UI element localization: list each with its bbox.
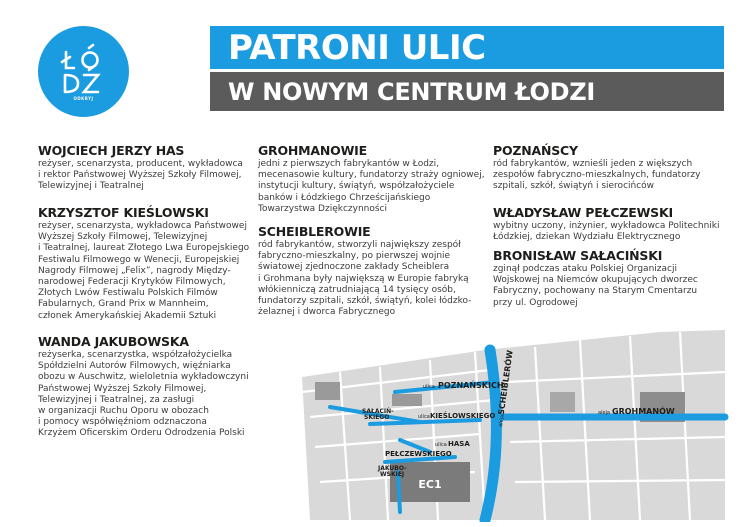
patron-description: wybitny uczony, inżynier, wykładowca Politechniki Łódzkiej, dziekan Wydziału Elektrycznego [493,221,720,243]
label-grohmanow-prefix: aleja [598,410,610,416]
patron-salacinski [493,248,733,309]
patron-name: WŁADYSŁAW PEŁCZEWSKI [493,205,673,220]
lodz-logo-mark [38,26,129,117]
label-grohmanow: GROHMANÓW [612,407,675,416]
label-salacinskiego: SAŁACIŃ-SKIEGO [362,408,394,421]
patron-name: GROHMANOWIE [258,143,367,158]
patron-description: jedni z pierwszych fabrykantów w Łodzi, mecenasowie kultury, fundatorzy straży ogniowej, instytucji kultury, świątyń, współzałożyciele banków i Łódzkiego Chrześcijańskiego Towarzystwa Dziękczynności [258,159,485,214]
label-scheiblerow-prefix: aleja [498,414,506,428]
label-poznanskich: POZNAŃSKICH [438,381,504,390]
patron-pelczewski [493,205,733,243]
label-pelczewskiego: PEŁCZEWSKIEGO [385,450,452,458]
patron-jakubowska [38,334,273,440]
patron-description: zginął podczas ataku Polskiej Organizacji Wojskowej na Niemców okupujących dworzec Fabryczny, pochowany na Starym Cmentarzu przy ul. Ogrodowej [493,264,698,308]
label-kieslowskiego-prefix: ulica [418,414,430,420]
page-title: PATRONI ULIC [228,28,486,68]
lodz-logo [38,26,129,117]
patron-scheibler [258,224,498,318]
label-hasa-prefix: ulica [435,442,447,448]
title-banner [210,26,724,69]
logo-caption: ODKRYJ [73,96,94,101]
patron-kieslowski [38,205,273,322]
patron-description: reżyser, scenarzysta, producent, wykładowca i rektor Państwowej Wyższej Szkoły Filmowej, Telewizyjnej i Teatralnej [38,159,243,192]
map-block [550,392,575,412]
subtitle-banner [210,72,724,111]
map-block [315,382,340,400]
label-kieslowskiego: KIEŚLOWSKIEGO [430,412,496,420]
patron-name: POZNAŃSCY [493,143,578,158]
label-jakubowskiej: JAKUBO-WSKIEJ [378,465,407,478]
map-block [392,394,422,406]
patron-name: WANDA JAKUBOWSKA [38,334,189,349]
label-poznanskich-prefix: ulica [423,384,435,390]
patron-name: WOJCIECH JERZY HAS [38,143,185,158]
patron-grohman [258,143,498,215]
patron-description: reżyser, scenarzysta, wykładowca Państwowej Wyższej Szkoły Filmowej, Telewizyjnej i Teatralnej, laureat Złotego Lwa Europejskiego Festiwalu Filmowego w Wenecji, Europejskiej Nagrody Filmowej „Felix”, nagrody Między- narodowej Federacji Krytyków Filmowych, Złotych Lwów Festiwalu Polskich Filmów Fabularnych, Grand Prix w Mannheim, członek Amerykańskiej Akademii Sztuki [38,221,250,321]
label-ec1: EC1 [418,478,442,491]
label-hasa: HASA [448,440,470,448]
patron-description: reżyserka, scenarzystka, współzałożycielka Spółdzielni Autorów Filmowych, więźniarka obozu w Auschwitz, wieloletnia wykładowczyni Państwowej Wyższej Szkoły Filmowej, Telewizyjnej i Teatralnej, za zasługi w organizacji Ruchu Oporu w obozach i pomocy współwięźniom odznaczona Krzyżem Oficerskim Orderu Odrodzenia Polski [38,350,249,439]
patron-description: ród fabrykantów, wznieśli jeden z większych zespołów fabryczno-mieszkalnych, fundatorzy szpitali, szkół, świątyń i sierocińców [493,159,701,192]
patron-has [38,143,273,193]
label-scheiblerow: SCHEIBLERÓW [496,349,515,416]
page-subtitle: W NOWYM CENTRUM ŁODZI [228,78,595,106]
patron-name: SCHEIBLEROWIE [258,224,371,239]
patron-name: BRONISŁAW SAŁACIŃSKI [493,248,663,263]
patron-poznanski [493,143,733,193]
patron-name: KRZYSZTOF KIEŚLOWSKI [38,205,209,220]
patron-description: ród fabrykantów, stworzyli największy zespół fabryczno-mieszkalny, po pierwszej wojnie światowej zjednoczone zakłady Scheiblera i Grohmana były największą w Europie fabryką włókienniczą zatrudniającą 14 tysięcy osób, fundatorzy szpitali, szkół, świątyń, kolei łódzko- żelaznej i dworca Fabrycznego [258,240,472,318]
street-map [280,322,730,522]
